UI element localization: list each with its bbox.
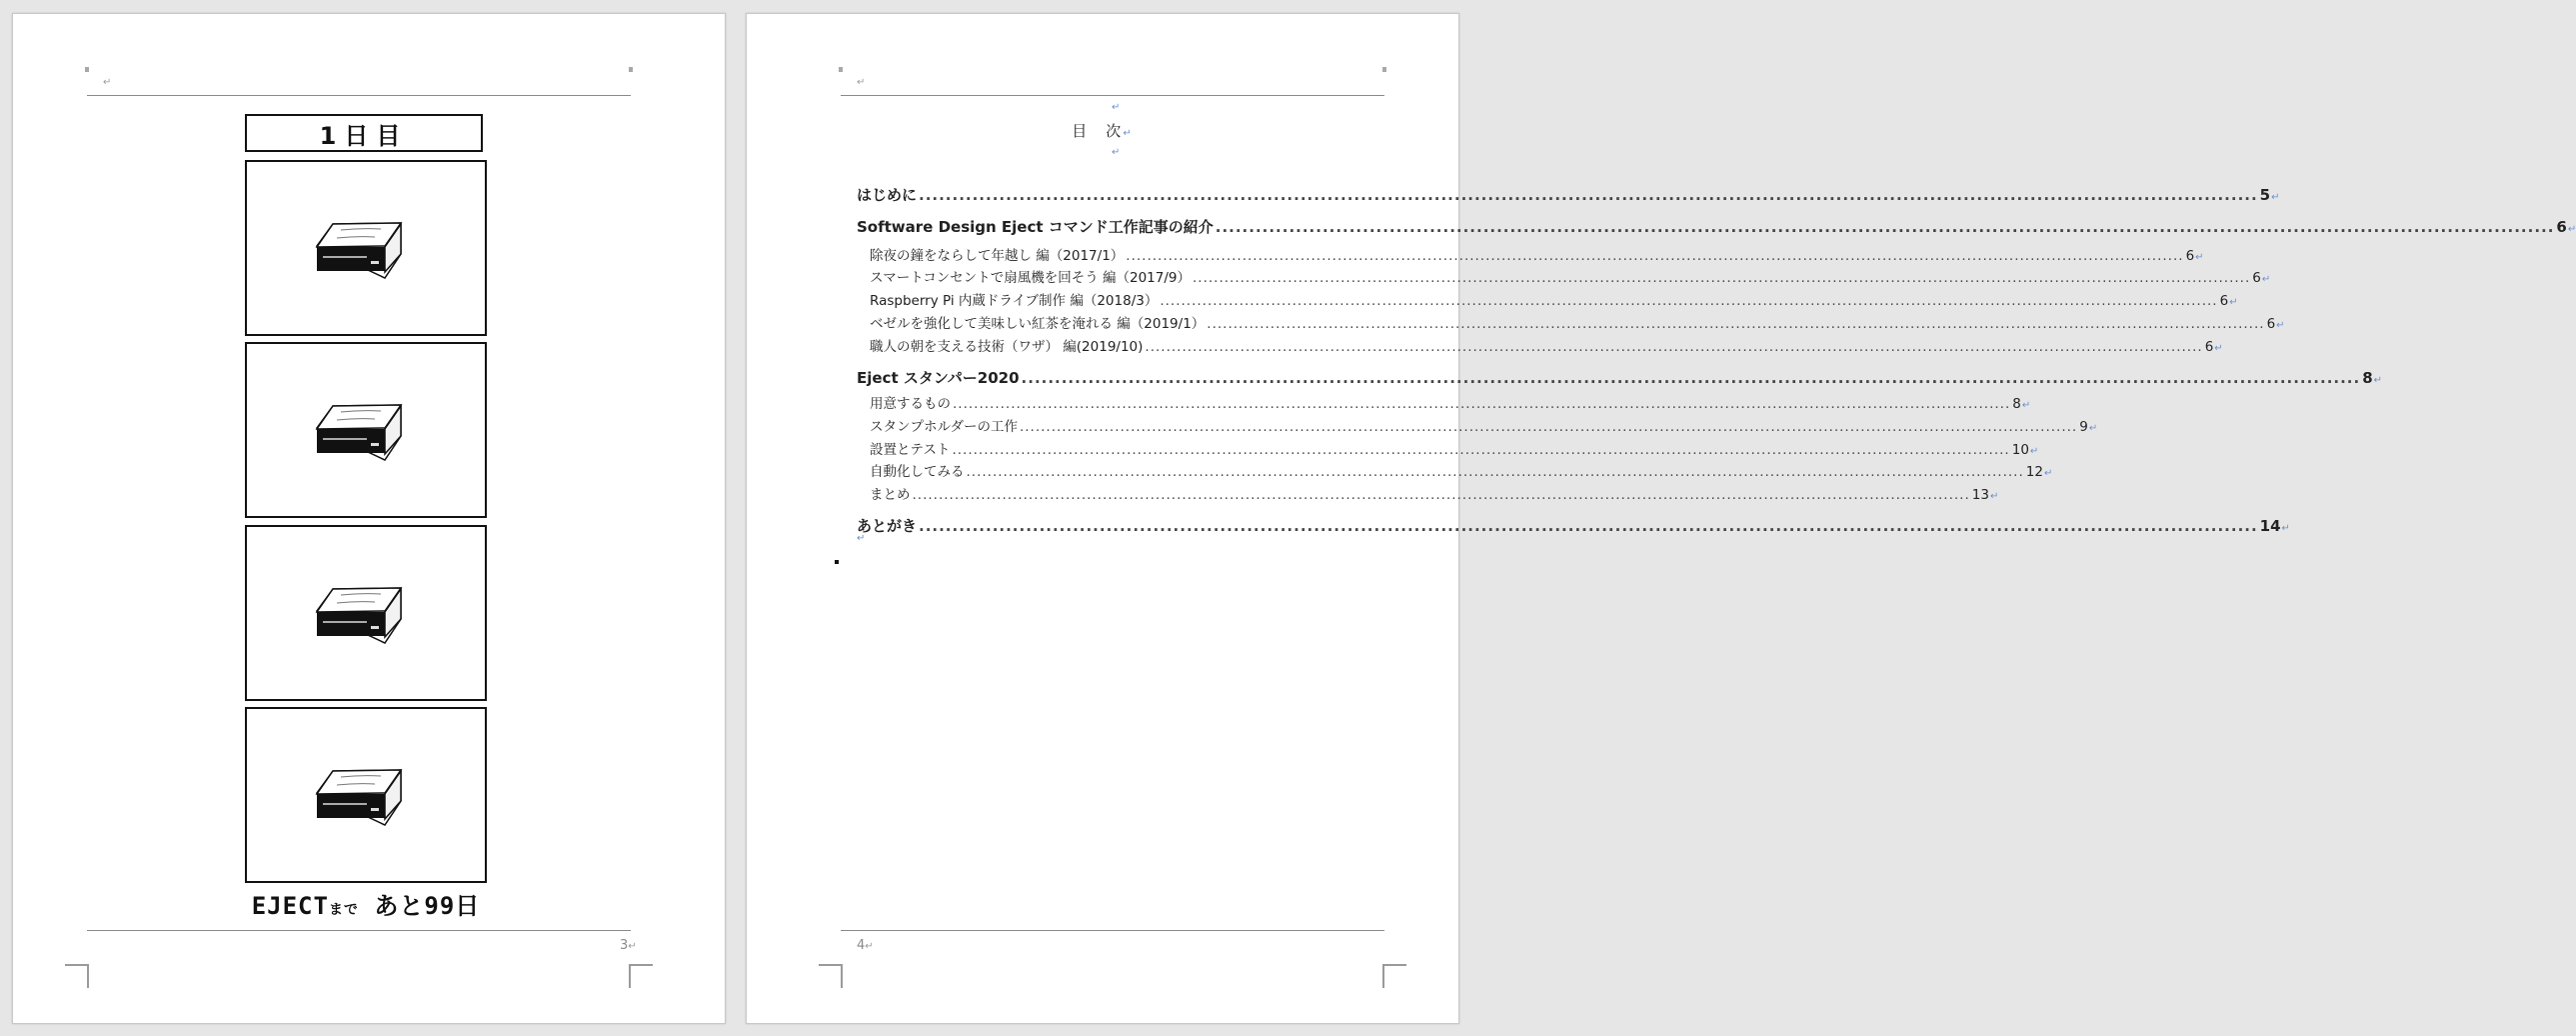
caption-main: EJECT [251,892,329,920]
floppy-drive-icon [311,216,403,278]
header-corner-mark [85,67,89,72]
paragraph-mark: ↵ [2373,375,2383,386]
toc-dot-leader: ........................................................................................................................................................................................................ [1215,218,2555,236]
paragraph-mark: ↵ [1112,147,1121,158]
toc-entry-page: 10 [2011,442,2029,458]
toc-dot-leader: ........................................................................................................................................................................................................ [1207,316,2265,332]
toc-entry-label: Raspberry Pi 内蔵ドライブ制作 編（2018/3） [870,293,1159,309]
toc-entry[interactable] [857,266,2271,286]
paragraph-mark: ↵ [1112,102,1121,113]
paragraph-mark: ↵ [2229,297,2238,308]
toc-entry-label: 用意するもの [870,396,951,412]
crop-mark-bottom-left [819,964,843,988]
toc-entry[interactable] [857,367,2383,388]
toc-dot-leader: ........................................................................................................................................................................................................ [919,186,2258,204]
paragraph-mark: ↵ [2214,343,2223,354]
header-rule [841,95,1384,96]
toc-entry[interactable] [857,216,2576,237]
toc-entry-page: 6 [2266,316,2276,332]
toc-title-text: 目 次 [1072,122,1124,140]
paragraph-mark: ↵ [628,941,637,952]
toc-dot-leader: ........................................................................................................................................................................................................ [1019,419,2078,435]
paragraph-mark: ↵ [2029,446,2039,457]
document-page-4[interactable] [746,13,2576,1024]
comic-panel [245,342,487,518]
page-number-value: 4 [857,938,866,953]
crop-mark-bottom-right [1382,964,1406,988]
page-number [857,938,874,953]
toc-dot-leader: ........................................................................................................................................................................................................ [919,517,2258,535]
toc-entry[interactable] [857,483,1999,503]
paragraph-mark: ↵ [2276,320,2285,331]
toc-dot-leader: ........................................................................................................................................................................................................ [1192,270,2251,286]
comic-title: 1日目 [245,114,483,152]
toc-entry[interactable] [857,312,2285,332]
toc-entry-page: 12 [2025,464,2043,480]
floppy-drive-icon [311,581,403,643]
toc-entry-label: Eject スタンパー2020 [857,369,1020,387]
paragraph-mark: ↵ [2261,274,2271,285]
toc-entry-label: 除夜の鐘をならして年越し 編（2017/1） [870,248,1125,264]
toc-entry-label: 職人の朝を支える技術（ワザ） 編(2019/10) [870,339,1144,355]
comic-caption [245,886,487,921]
paragraph-mark: ↵ [1989,491,1999,502]
toc-entry[interactable] [857,244,2204,264]
paragraph-mark: ↵ [1123,128,1134,139]
comic-panel [245,525,487,701]
toc-entry[interactable] [857,460,2053,480]
toc-dot-leader: ........................................................................................................................................................................................................ [952,442,2010,458]
header-corner-mark [629,67,633,72]
comic-panel [245,707,487,883]
anchor-mark [835,560,839,564]
paragraph-mark: ↵ [103,77,112,88]
toc-entry-page: 13 [1971,487,1989,503]
paragraph-mark: ↵ [857,533,866,544]
toc-entry-page: 14 [2259,517,2281,535]
footer-rule [841,930,1384,931]
footer-rule [87,930,631,931]
toc-entry-label: スタンプホルダーの工作 [870,419,1018,435]
toc-title [747,120,1458,141]
header-corner-mark [1382,67,1386,72]
toc-entry-page: 9 [2079,419,2088,435]
paragraph-mark: ↵ [2043,468,2053,479]
header-corner-mark [839,67,843,72]
paragraph-mark: ↵ [857,77,866,88]
toc-dot-leader: ........................................................................................................................................................................................................ [1126,248,2184,264]
toc-entry[interactable] [857,392,2031,412]
toc-entry-page: 5 [2259,186,2271,204]
toc-entry[interactable] [857,438,2039,458]
document-page-3[interactable] [12,13,726,1024]
toc-entry-label: Software Design Eject コマンド工作記事の紹介 [857,218,1214,236]
toc-entry-page: 6 [2556,218,2567,236]
toc-entry[interactable] [857,335,2223,355]
paragraph-mark: ↵ [2271,192,2280,203]
page-number-value: 3 [620,938,629,953]
toc-dot-leader: ........................................................................................................................................................................................................ [953,396,2011,412]
paragraph-mark: ↵ [2088,423,2098,434]
toc-dot-leader: ........................................................................................................................................................................................................ [912,487,1970,503]
caption-small: まで [328,902,359,918]
crop-mark-bottom-left [65,964,89,988]
toc-entry-label: あとがき [857,517,918,535]
paragraph-mark: ↵ [865,941,874,952]
paragraph-mark: ↵ [2567,224,2576,235]
toc-entry-page: 8 [2362,369,2373,387]
toc-entry[interactable] [857,289,2238,309]
toc-entry-label: 設置とテスト [870,442,951,458]
paragraph-mark: ↵ [2281,523,2290,534]
toc-entry-label: 自動化してみる [870,464,965,480]
floppy-drive-icon [311,398,403,460]
toc-entry-page: 6 [2185,248,2195,264]
toc-entry-page: 8 [2012,396,2021,412]
toc-entry[interactable] [857,184,2280,205]
comic-panel [245,160,487,336]
floppy-drive-icon [311,763,403,825]
toc-entry[interactable] [857,515,2290,536]
toc-dot-leader: ........................................................................................................................................................................................................ [1145,339,2203,355]
toc-entry-page: 6 [2252,270,2261,286]
toc-dot-leader: ........................................................................................................................................................................................................ [966,464,2024,480]
toc-entry-page: 6 [2204,339,2214,355]
caption-rest: あと99日 [374,892,481,920]
toc-entry-page: 6 [2219,293,2229,309]
header-rule [87,95,631,96]
toc-entry-label: はじめに [857,186,918,204]
toc-entry-label: ベゼルを強化して美味しい紅茶を淹れる 編（2019/1） [870,316,1206,332]
toc-dot-leader: ........................................................................................................................................................................................................ [1160,293,2218,309]
toc-entry[interactable] [857,415,2098,435]
page-number [620,938,637,953]
toc-entry-label: まとめ [870,487,911,503]
paragraph-mark: ↵ [2195,252,2204,263]
toc-entry-label: スマートコンセントで扇風機を回そう 編（2017/9） [870,270,1191,286]
paragraph-mark: ↵ [2021,400,2031,411]
toc-dot-leader: ........................................................................................................................................................................................................ [1021,369,2361,387]
crop-mark-bottom-right [629,964,653,988]
